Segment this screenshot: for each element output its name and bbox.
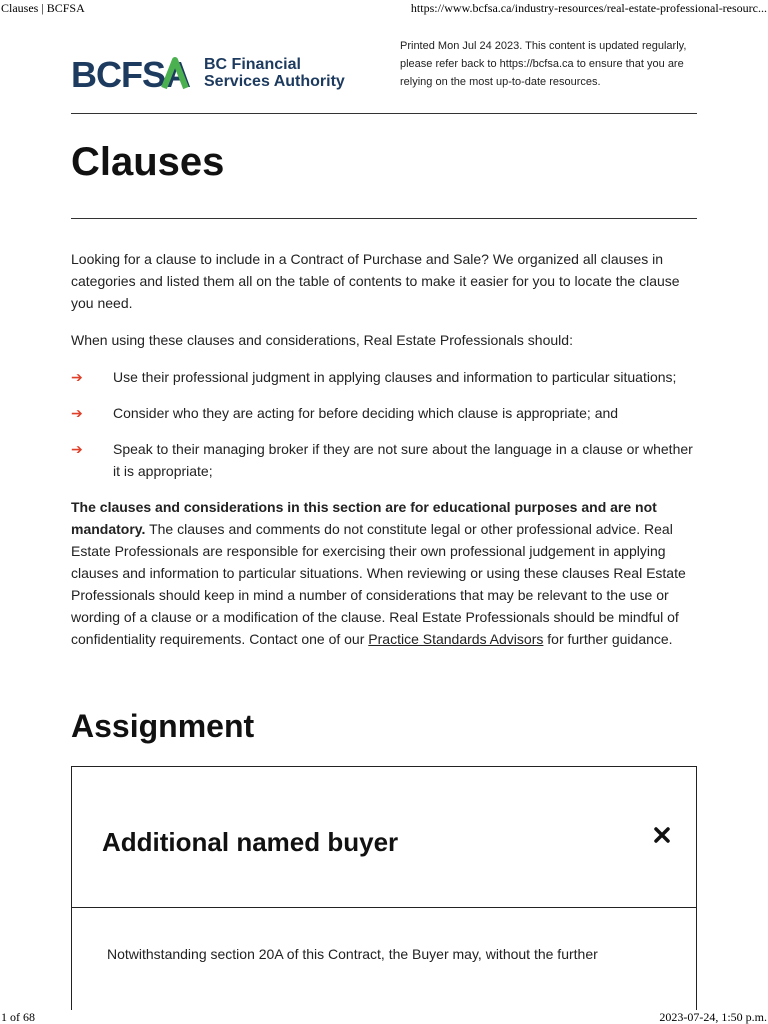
- practice-standards-advisors-link[interactable]: Practice Standards Advisors: [368, 631, 544, 647]
- considerations-list: [71, 366, 701, 482]
- print-notice: Printed Mon Jul 24 2023. This content is updated regularly, please refer back to https://bcfsa.ca to ensure that you are relying on the most up-to-date resources.: [400, 40, 687, 88]
- bcfsa-logo[interactable]: [71, 54, 361, 94]
- title-divider: [71, 218, 697, 219]
- clause-text: Notwithstanding section 20A of this Contract, the Buyer may, without the further: [107, 946, 598, 962]
- logo-wordmark: BCFSA: [71, 54, 190, 94]
- clause-accordion: [71, 766, 697, 1010]
- arrow-right-icon: ➔: [71, 441, 83, 457]
- list-item: ➔ Use their professional judgment in applying clauses and information to particular situations;: [71, 366, 701, 388]
- list-item: ➔ Consider who they are acting for before deciding which clause is appropriate; and: [71, 402, 701, 424]
- section-title-assignment: Assignment: [71, 708, 255, 744]
- logo-line1: BC Financial: [204, 56, 301, 73]
- accordion-title: Additional named buyer: [102, 827, 399, 857]
- arrow-right-icon: ➔: [71, 369, 83, 385]
- print-page-title: Clauses | BCFSA: [1, 1, 85, 15]
- print-page-url: https://www.bcfsa.ca/industry-resources/real-estate-professional-resourc...: [410, 1, 767, 15]
- page-number: 1 of 68: [1, 1010, 35, 1024]
- print-header: [0, 0, 768, 16]
- logo-text: [204, 56, 345, 90]
- intro-paragraph: Looking for a clause to include in a Contract of Purchase and Sale? We organized all clauses in categories and listed them all on the table of contents to make it easier for you to locate the clause you need.: [71, 251, 680, 311]
- print-date: 2023-07-24, 1:50 p.m.: [659, 1010, 767, 1024]
- logo-line2: Services Authority: [204, 73, 345, 90]
- usage-intro: When using these clauses and considerations, Real Estate Professionals should:: [71, 332, 573, 348]
- page-title: Clauses: [71, 140, 225, 184]
- accordion-header[interactable]: [72, 767, 696, 908]
- main-content: [71, 248, 701, 665]
- print-footer: [0, 1010, 768, 1024]
- list-item: ➔ Speak to their managing broker if they are not sure about the language in a clause or whether it is appropriate;: [71, 438, 701, 482]
- disclaimer-paragraph: The clauses and considerations in this section are for educational purposes and are not mandatory. The clauses and comments do not constitute legal or other professional advice. Real Estate Professionals are responsible for exercising their own professional judgement in applying clauses and information to particular situations. When reviewing or using these clauses Real Estate Professionals should keep in mind a number of considerations that may be relevant to the use or wording of a clause or a modification of the clause. Real Estate Professionals should be mindful of confidentiality requirements. Contact one of our Practice Standards Advisors for further guidance.: [71, 499, 686, 647]
- bcfsa-logo-mark: [71, 54, 191, 94]
- close-icon[interactable]: [652, 825, 672, 845]
- header-divider: [71, 113, 697, 114]
- accordion-body: [72, 908, 696, 1010]
- disclaimer-bold: The clauses and considerations in this section are for educational purposes and are not mandatory.: [71, 499, 657, 537]
- arrow-right-icon: ➔: [71, 405, 83, 421]
